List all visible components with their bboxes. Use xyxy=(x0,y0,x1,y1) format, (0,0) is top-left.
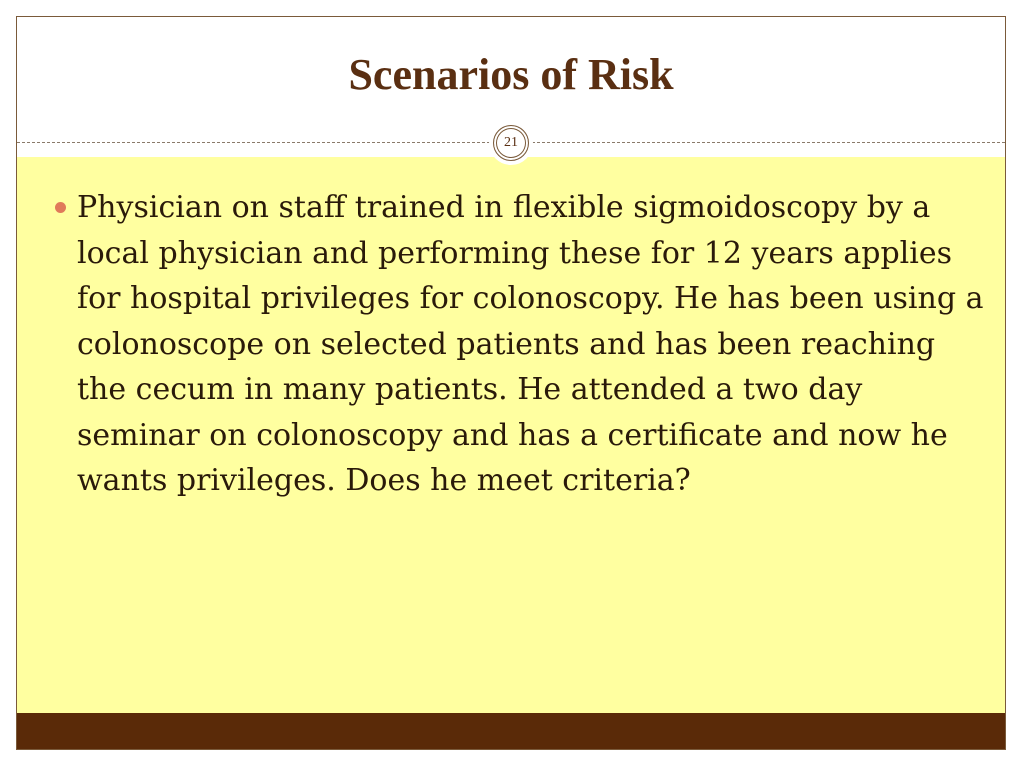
bullet-list xyxy=(55,185,985,504)
slide-number-badge xyxy=(489,121,533,165)
footer-bar xyxy=(17,713,1005,749)
slide-number: 21 xyxy=(493,125,529,161)
slide xyxy=(16,16,1006,750)
slide-title: Scenarios of Risk xyxy=(348,50,674,99)
bullet-item xyxy=(55,185,985,504)
bullet-text: Physician on staff trained in flexible sigmoidoscopy by a local physician and performing these for 12 years applies for hospital privileges for colonoscopy. He has been using a colonoscope on selected patients and has been reaching the cecum in many patients. He attended a two day seminar on colonoscopy and has a certificate and now he wants privileges. Does he meet criteria? xyxy=(77,190,984,498)
bullet-dot-icon xyxy=(55,202,66,213)
